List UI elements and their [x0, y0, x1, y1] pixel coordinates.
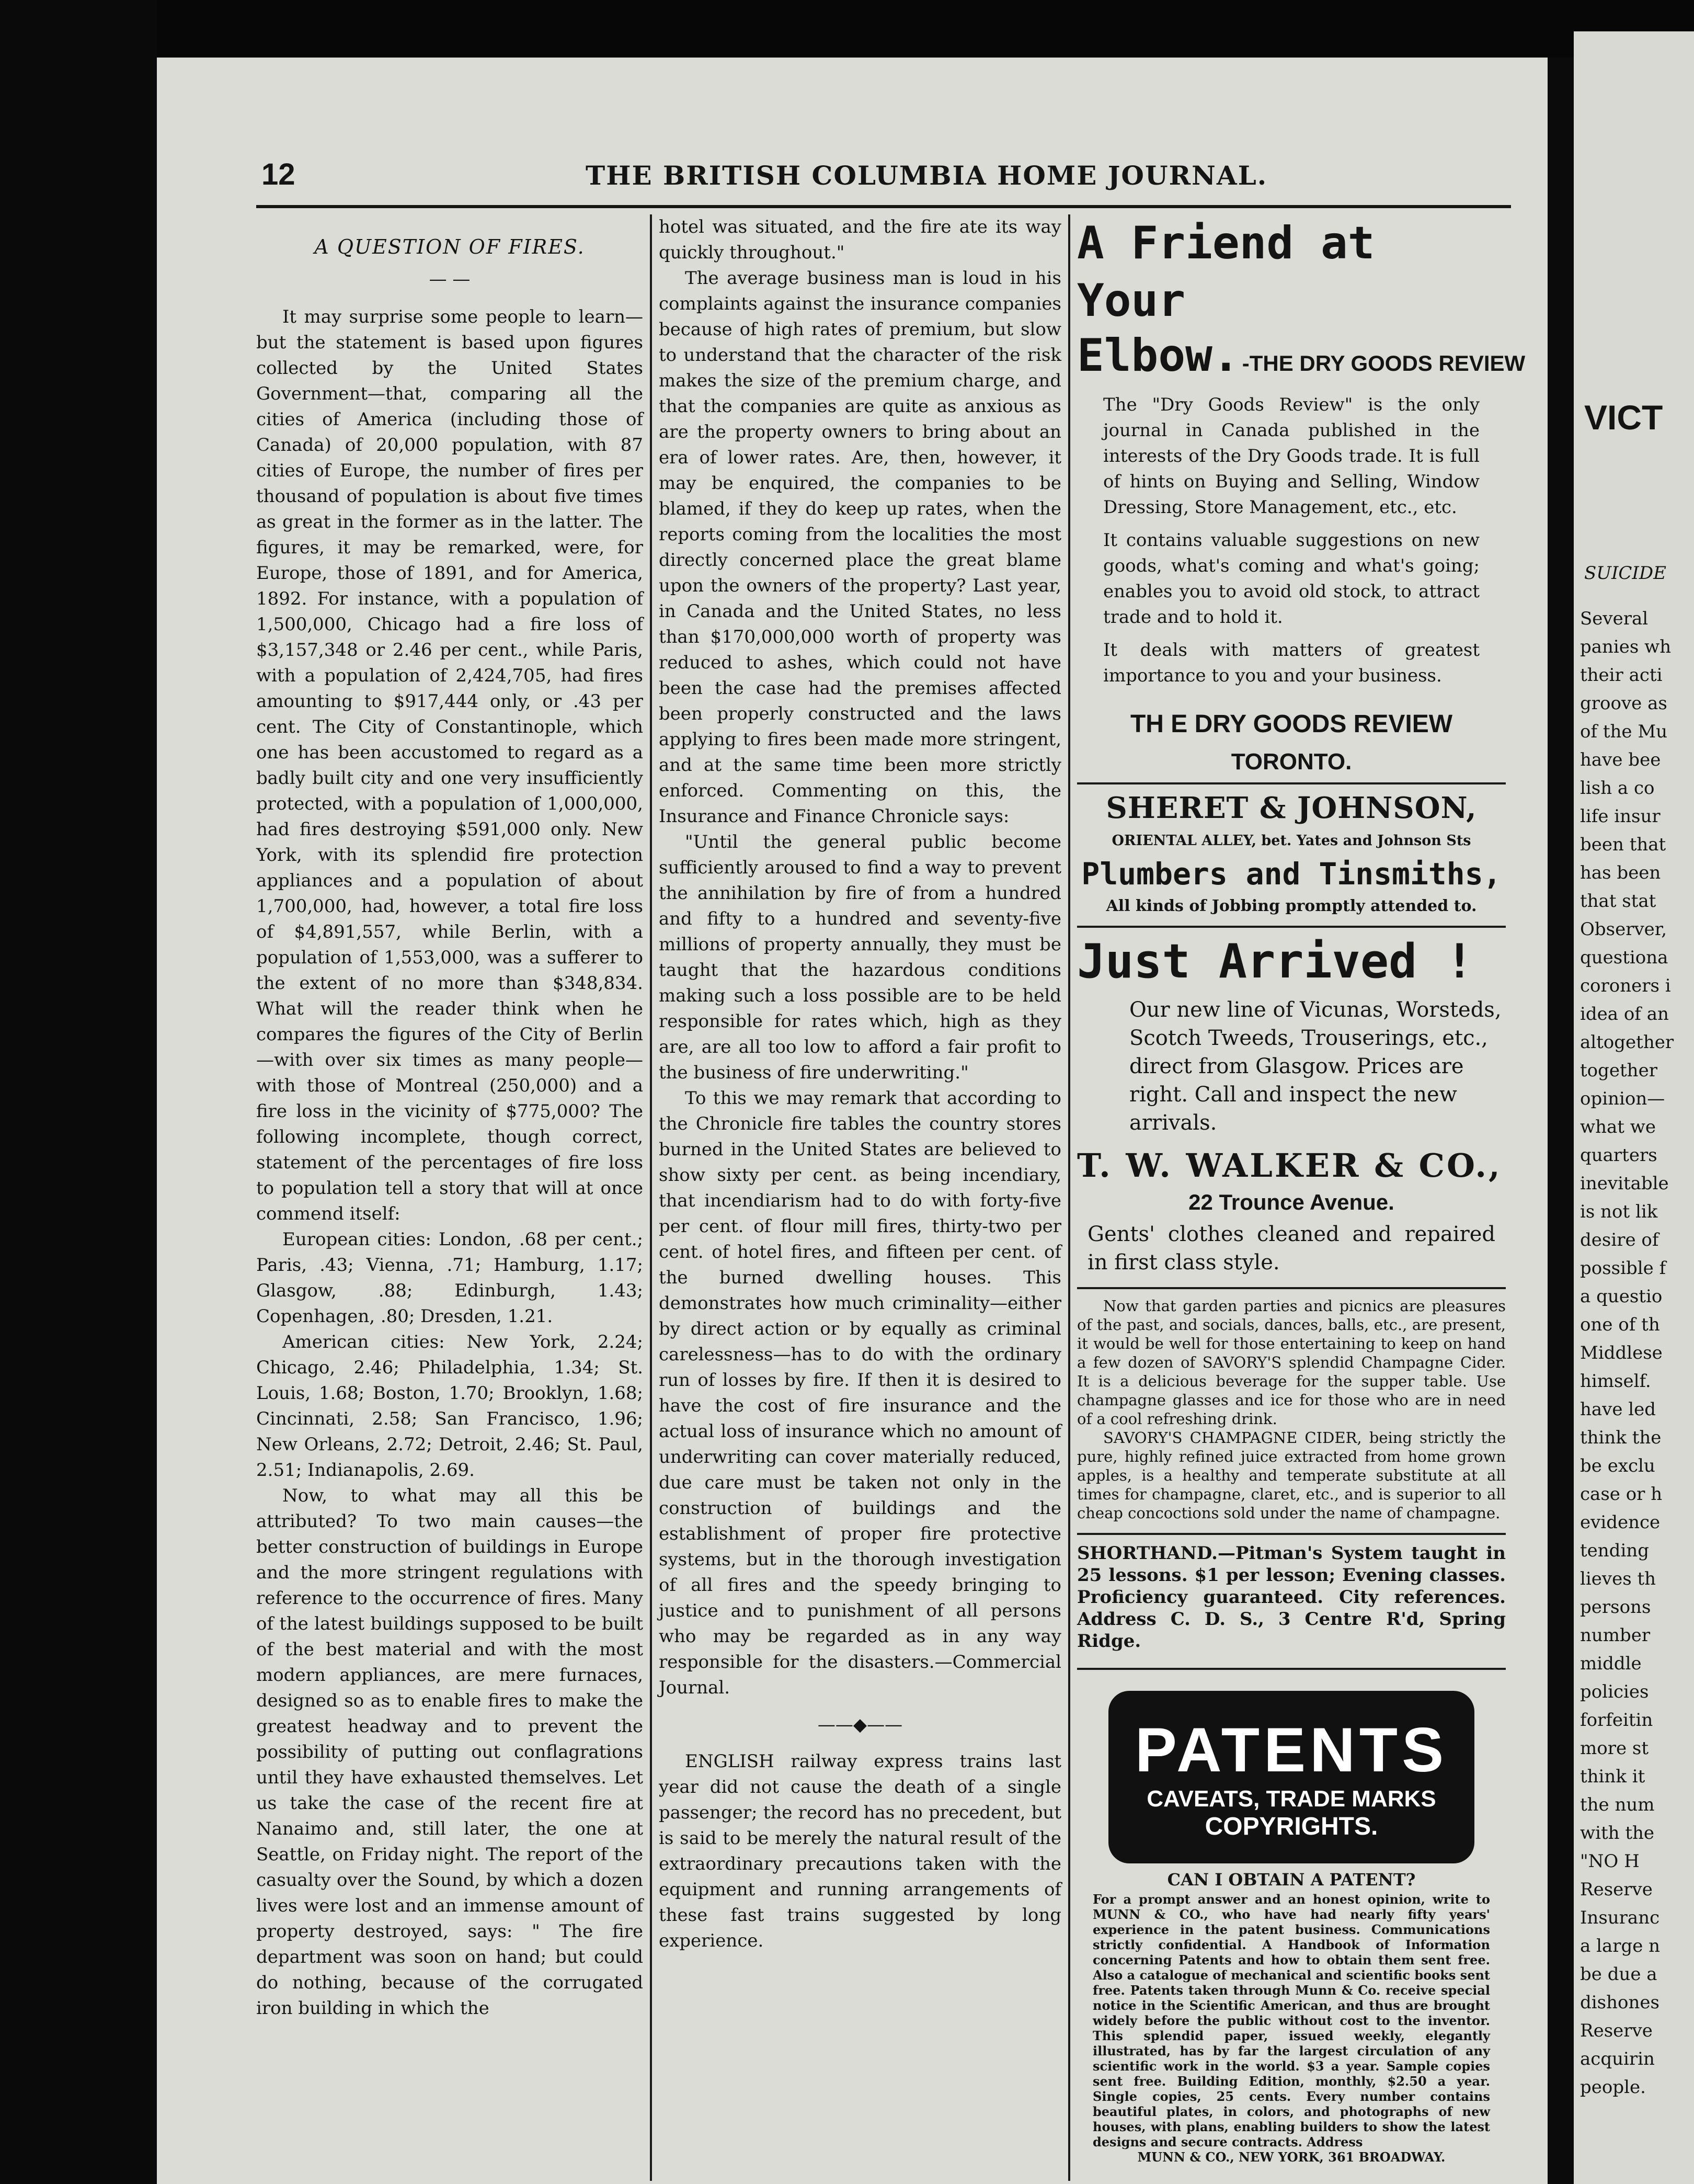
adjacent-text-line: with the — [1580, 1823, 1655, 1844]
adjacent-text-line: of the Mu — [1580, 721, 1668, 742]
scan-border-left — [0, 0, 157, 2184]
adjacent-text-line: be exclu — [1580, 1455, 1655, 1476]
railway-paragraph: ENGLISH railway express trains last year did not cause the death of a single passenger; the record has no precedent, but is said to be merely the natural result of the extraordinary precautions taken with the equipment and running arrangements of these fast trains suggested by long experience. — [659, 1751, 1061, 1951]
adjacent-text-line: has been — [1580, 862, 1661, 883]
article-paragraph: Now, to what may all this be attributed? To two main causes—the better construction of buildings in Europe and the more stringent regulations with reference to the occurrence of fires. Many of the latest buildings supposed to be built of the best material and with the most modern appliances, are mere furnaces, designed so as to enable fires to make the greatest headway and to prevent the possibility of putting out conflagrations until they have exhausted themselves. Let us take the case of the recent fire at Nanaimo and, still later, the one at Seattle, on Friday night. The report of the casualty over the Sound, by which a dozen lives were lost and an immense amount of property destroyed, says: " The fire department was soon on hand; but could do nothing, because of the corrugated iron building in which the — [256, 1485, 643, 2019]
ad-text: SHORTHAND.—Pitman's System taught in 25 lessons. $1 per lesson; Evening classes. Proficiency guaranteed. City references. Address C. D. S., 3 Centre R'd, Spring Ridge. — [1077, 1543, 1506, 1652]
article-paragraph: To this we may remark that according to the Chronicle fire tables the country stores burned in the United States are believed to show sixty per cent. as being incendiary, that incendiarism had to do with forty-five per cent. of flour mill fires, thirty-two per cent. of hotel fires, and fifteen per cent. of the burned dwelling houses. This demonstrates how much criminality—either by direct action or by equally as criminal carelessness—has to do with the ordinary run of losses by fire. If then it is desired to have the cost of fire insurance and the actual loss of insurance which no amount of underwriting can cover materially reduced, due care must be taken not only in the construction of buildings and the establishment of proper fire protective systems, but in the thorough investigation of all fires and the speedy bringing to justice and to punishment of all persons who may be regarded as in any way responsible for the disasters.—Commercial Journal. — [659, 1088, 1061, 1698]
header-rule — [256, 205, 1511, 208]
adjacent-text-line: opinion— — [1580, 1088, 1665, 1109]
article-paragraph: American cities: New York, 2.24; Chicago, 2.46; Philadelphia, 1.34; St. Louis, 1.68; Boston, 1.70; Brooklyn, 1.68; Cincinnati, 2.58; San Francisco, 1.96; New Orleans, 2.72; Detroit, 2.46; St. Paul, 2.51; Indianapolis, 2.69. — [256, 1332, 643, 1481]
patents-ad — [1077, 1691, 1506, 2165]
adjacent-page-fragment — [1574, 31, 1694, 2184]
ad-business-name: SHERET & JOHNSON, — [1106, 791, 1477, 825]
adjacent-text-line: quarters — [1580, 1145, 1657, 1166]
adjacent-text-line: possible f — [1580, 1258, 1666, 1279]
patents-address: MUNN & CO., NEW YORK, 361 BROADWAY. — [1137, 2149, 1446, 2165]
ad-note: Gents' clothes cleaned and repaired in first class style. — [1088, 1222, 1495, 1275]
adjacent-text-line: panies wh — [1580, 636, 1672, 657]
adjacent-text-line: questiona — [1580, 947, 1668, 968]
article-paragraph: It may surprise some people to learn—but the statement is based upon figures collected by the United States Government—that, comparing all the cities of America (including those of Canada) of 20,000 population, with 87 cities of Europe, the number of fires per thousand of population is about five times as great in the former as in the latter. The figures, it may be remarked, were, for Europe, those of 1891, and for America, 1892. For instance, with a population of 1,500,000, Chicago had a fire loss of $3,157,348 or 2.46 per cent., while Paris, with a population of 2,424,705, had fires amounting to $917,444 only, or .43 per cent. The City of Constantinople, which one has been accustomed to regard as a badly built city and one very insufficiently protected, with a population of 1,000,000, had fires destroying $591,000 only. New York, with its splendid fire protection appliances and a population of about 1,700,000, had, however, a total fire loss of $4,891,557, while Berlin, with a population of 1,553,000, was a sufferer to the extent of no more than $348,834. What will the reader think when he compares the figures of the City of Berlin—with over six times as many people—with those of Montreal (250,000) and a fire loss in the vicinity of $775,000? The following incomplete, though correct, statement of the percentages of fire loss to population tell a story that will at once commend itself: — [256, 306, 643, 1224]
ad-text: It deals with matters of greatest importance to you and your business. — [1103, 640, 1480, 686]
adjacent-text-line: be due a — [1580, 1964, 1657, 1985]
adjacent-text-line: lieves th — [1580, 1568, 1656, 1589]
adjacent-text-line: a questio — [1580, 1286, 1663, 1307]
adjacent-text-line: a large n — [1580, 1936, 1661, 1956]
adjacent-text-line: number — [1580, 1625, 1651, 1646]
ad-headline: A Friend at Your — [1077, 217, 1375, 327]
adjacent-text-line: himself. — [1580, 1371, 1651, 1392]
ad-text: Now that garden parties and picnics are pleasures of the past, and socials, dances, balls, etc., are present, it would be well for those entertaining to keep on hand a few dozen of SAVORY'S splendid Champagne Cider. It is a delicious beverage for the supper table. Use champagne glasses and ice for those who are in need of a cool refreshing drink. — [1077, 1297, 1506, 1428]
column-rule-1 — [650, 214, 652, 2181]
adjacent-text-line: Reserve — [1580, 1879, 1653, 1900]
adjacent-text-line: persons — [1580, 1597, 1651, 1618]
adjacent-text-line: together — [1580, 1060, 1657, 1081]
adjacent-text-line: one of th — [1580, 1314, 1660, 1335]
ad-city: TORONTO. — [1231, 749, 1352, 775]
adjacent-text-line: Several — [1580, 608, 1649, 629]
adjacent-text-line: what we — [1580, 1117, 1656, 1138]
ad-trade: Plumbers and Tinsmiths, — [1081, 856, 1502, 892]
patents-banner — [1108, 1691, 1474, 1863]
advertisements-column — [1077, 214, 1526, 2165]
adjacent-text-line: dishones — [1580, 1992, 1659, 2013]
column-1 — [256, 214, 643, 2021]
adjacent-text-line: people. — [1580, 2077, 1646, 2098]
adjacent-text-line: tending — [1580, 1540, 1649, 1561]
adjacent-text-line: life insur — [1580, 806, 1661, 827]
adjacent-text-line: Observer, — [1580, 919, 1667, 940]
patents-question: CAN I OBTAIN A PATENT? — [1167, 1870, 1416, 1890]
adjacent-text-line: idea of an — [1580, 1004, 1669, 1025]
article-paragraph: hotel was situated, and the fire ate its way quickly throughout." — [659, 217, 1061, 263]
adjacent-text-line: Middlese — [1580, 1343, 1663, 1363]
adjacent-text-line: think the — [1580, 1427, 1662, 1448]
article-paragraph: The average business man is loud in his complaints against the insurance companies because of high rates of premium, but slow to understand that the character of the risk makes the size of the premium charge, and that the companies are quite as anxious as are the property owners to bring about an era of lower rates. Are, then, however, it may be enquired, the companies to be blamed, if they do keep up rates, when the reports coming from the localities the most directly concerned place the great blame upon the owners of the property? Last year, in Canada and the United States, no less than $170,000,000 worth of property was reduced to ashes, which could not have been the case had the premises affected been properly constructed and the laws applying to fires been made more stringent, and at the same time been more strictly enforced. Commenting on this, the Insurance and Finance Chronicle says: — [659, 268, 1061, 827]
column-2 — [659, 214, 1061, 1954]
title-dash: — — — [429, 269, 471, 290]
adjacent-text-line: Reserve — [1580, 2020, 1653, 2041]
adjacent-text-line: coroners i — [1580, 975, 1671, 996]
adjacent-text-line: groove as — [1580, 693, 1667, 714]
adjacent-text-line: that stat — [1580, 891, 1656, 912]
adjacent-heading: VICT — [1584, 398, 1663, 437]
adjacent-text-line: been that — [1580, 834, 1666, 855]
adjacent-text-line: have led — [1580, 1399, 1656, 1420]
patents-subtitle: CAVEATS, TRADE MARKS — [1147, 1785, 1436, 1812]
patents-text: For a prompt answer and an honest opinion, write to MUNN & CO., who have had nearly fifty years' experience in the patent business. Communications strictly confidential. A Handbook of Information concerning Patents and how to obtain them sent free. Also a catalogue of mechanical and scientific books sent free. Patents taken through Munn & Co. receive special notice in the Scientific American, and thus are brought widely before the public without cost to the inventor. This splendid paper, issued weekly, elegantly illustrated, has by far the largest circulation of any scientific work in the world. $3 a year. Sample copies sent free. Building Edition, monthly, $2.50 a year. Single copies, 25 cents. Every number contains beautiful plates, in colors, and photographs of new houses, with plans, enabling builders to show the latest designs and secure contracts. Address — [1093, 1892, 1490, 2149]
adjacent-text-line: inevitable — [1580, 1173, 1669, 1194]
section-divider: ——◆—— — [817, 1714, 903, 1735]
sheret-johnson-ad — [1077, 784, 1506, 928]
article-title: A QUESTION OF FIRES. — [314, 235, 585, 258]
shorthand-ad — [1077, 1535, 1506, 1670]
column-rule-2 — [1068, 214, 1070, 2181]
article-paragraph: European cities: London, .68 per cent.; Paris, .43; Vienna, .71; Hamburg, 1.17; Glasgow, .88; Edinburgh, 1.43; Copenhagen, .80; Dresden, 1.21. — [256, 1229, 643, 1327]
adjacent-text-line: have bee — [1580, 749, 1661, 770]
adjacent-text-line: more st — [1580, 1738, 1649, 1759]
patents-copyrights: COPYRIGHTS. — [1205, 1812, 1378, 1840]
adjacent-text-line: middle — [1580, 1653, 1642, 1674]
page-number: 12 — [261, 157, 295, 191]
adjacent-text-line: acquirin — [1580, 2049, 1655, 2069]
ad-business-name: T. W. WALKER & CO., — [1077, 1146, 1502, 1185]
ad-text: SAVORY'S CHAMPAGNE CIDER, being strictly the pure, highly refined juice extracted from home grown apples, is a healthy and temperate substitute at all times for champagne, claret, etc., and is superior to all cheap concoctions sold under the name of champagne. — [1077, 1429, 1506, 1522]
adjacent-text-line: think it — [1580, 1766, 1645, 1787]
adjacent-text-line: case or h — [1580, 1484, 1663, 1505]
adjacent-text-line: their acti — [1580, 665, 1663, 686]
adjacent-text-line: lish a co — [1580, 778, 1655, 799]
ad-text: It contains valuable suggestions on new goods, what's coming and what's going; enables you to avoid old stock, to attract trade and to hold it. — [1103, 530, 1480, 628]
ad-address: 22 Trounce Avenue. — [1188, 1190, 1394, 1214]
ad-headline: Just Arrived ! — [1077, 934, 1474, 989]
savory-cider-ad — [1077, 1289, 1506, 1535]
adjacent-subhead: SUICIDE — [1584, 563, 1666, 584]
adjacent-text-line: the num — [1580, 1794, 1655, 1815]
newspaper-page — [157, 58, 1548, 2184]
dry-goods-review-ad — [1077, 214, 1526, 784]
adjacent-text-line: Insuranc — [1580, 1907, 1660, 1928]
adjacent-text-line: desire of — [1580, 1230, 1659, 1250]
patents-title: PATENTS — [1135, 1714, 1448, 1785]
ad-headline-2: Elbow. — [1077, 329, 1240, 382]
page-header — [256, 157, 1511, 204]
article-quote: "Until the general public become sufficiently aroused to find a way to prevent the annihilation by fire of from a hundred and fifty to a hundred and seventy-five millions of property annually, they must be taught that the hazardous conditions making such a loss possible are to be held responsible for rates which, high as they are, are all too low to afford a fair profit to the business of fire underwriting." — [659, 832, 1061, 1083]
adjacent-text-line: forfeitin — [1580, 1710, 1653, 1731]
adjacent-text-line: "NO H — [1580, 1851, 1640, 1872]
masthead: THE BRITISH COLUMBIA HOME JOURNAL. — [586, 160, 1268, 191]
ad-text: Our new line of Vicunas, Worsteds, Scotch Tweeds, Trouserings, etc., direct from Glasgow. Prices are right. Call and inspect the new arrivals. — [1129, 998, 1502, 1135]
ad-text: The "Dry Goods Review" is the only journal in Canada published in the interests of the Dry Goods trade. It is full of hints on Buying and Selling, Window Dressing, Store Management, etc., etc. — [1103, 394, 1480, 518]
ad-publication-name: TH E DRY GOODS REVIEW — [1130, 710, 1453, 738]
adjacent-text-lines — [1574, 605, 1694, 2101]
ad-note: All kinds of Jobbing promptly attended to. — [1106, 897, 1477, 915]
scan-border-top — [0, 0, 1694, 58]
adjacent-text-line: policies — [1580, 1681, 1649, 1702]
adjacent-text-line: altogether — [1580, 1032, 1674, 1053]
walker-ad — [1077, 928, 1506, 1289]
adjacent-text-line: evidence — [1580, 1512, 1661, 1533]
ad-tagline: -THE DRY GOODS REVIEW — [1242, 351, 1526, 376]
ad-address: ORIENTAL ALLEY, bet. Yates and Johnson Sts — [1112, 833, 1471, 849]
adjacent-text-line: is not lik — [1580, 1201, 1658, 1222]
